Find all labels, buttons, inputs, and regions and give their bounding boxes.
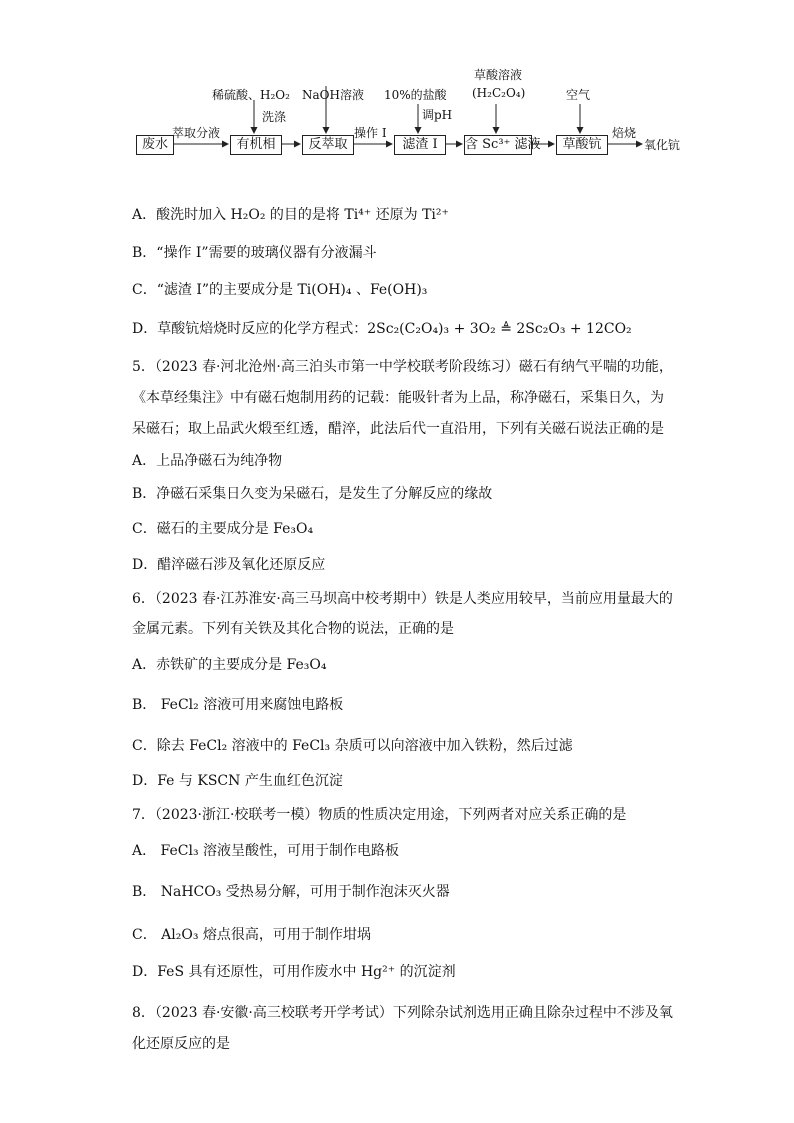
option-7a: A． FeCl₃ 溶液呈酸性，可用于制作电路板	[132, 843, 400, 859]
label-operation-1: 操作 I	[354, 126, 387, 140]
option-5c: C．磁石的主要成分是 Fe₃O₄	[132, 521, 314, 537]
label-air: 空气	[566, 88, 591, 102]
label-adjust-ph: 调pH	[422, 108, 453, 122]
label-reagent-acid: 稀硫酸、H₂O₂	[212, 88, 290, 102]
question-5-line2: 《本草经集注》中有磁石炮制用药的记载：能吸针者为上品，称净磁石，采集日久，为	[132, 390, 664, 406]
option-7b: B． NaHCO₃ 受热易分解，可用于制作泡沫灭火器	[132, 884, 450, 900]
question-7: 7．（2023·浙江·校联考一模）物质的性质决定用途，下列两者对应关系正确的是	[132, 807, 627, 823]
option-4d: D．草酸钪焙烧时反应的化学方程式：2Sc₂(C₂O₄)₃ + 3O₂ ≜ 2Sc₂O₃ + 12CO₂	[132, 321, 632, 337]
label-wash: 洗涤	[262, 110, 287, 124]
box-sc-filtrate: 含 Sc³⁺ 滤液	[464, 135, 532, 155]
question-6-line2: 金属元素。下列有关铁及其化合物的说法，正确的是	[132, 621, 454, 637]
label-reagent-oxalic-formula: (H₂C₂O₄)	[472, 86, 526, 100]
label-extraction: 萃取分液	[172, 126, 221, 140]
option-5a: A．上品净磁石为纯净物	[132, 453, 283, 469]
label-reagent-oxalic: 草酸溶液	[474, 68, 523, 82]
option-4a: A．酸洗时加入 H₂O₂ 的目的是将 Ti⁴⁺ 还原为 Ti²⁺	[132, 207, 449, 223]
box-residue-1: 滤渣 I	[394, 135, 446, 155]
question-5-line3: 呆磁石；取上品武火煅至红透，醋淬，此法后代一直沿用，下列有关磁石说法正确的是	[132, 421, 664, 437]
option-4b: B．“操作 I”需要的玻璃仪器有分液漏斗	[132, 245, 377, 261]
option-7d: D．FeS 具有还原性，可用作废水中 Hg²⁺ 的沉淀剂	[132, 964, 456, 980]
label-scandium-oxide: 氧化钪	[644, 138, 681, 152]
question-5-line1: 5．（2023 春·河北沧州·高三泊头市第一中学校联考阶段练习）磁石有纳气平喘的功能，	[132, 359, 673, 375]
option-7c: C． Al₂O₃ 熔点很高，可用于制作坩埚	[132, 927, 371, 943]
process-flowchart	[128, 66, 688, 166]
label-reagent-hcl: 10%的盐酸	[384, 88, 447, 102]
label-roasting: 焙烧	[612, 126, 637, 140]
box-back-extraction: 反萃取	[302, 135, 354, 155]
question-8-line1: 8．（2023 春·安徽·高三校联考开学考试）下列除杂试剂选用正确且除杂过程中不涉及氧	[132, 1005, 673, 1021]
option-5b: B．净磁石采集日久变为呆磁石，是发生了分解反应的缘故	[132, 486, 493, 502]
box-waste-water: 废水	[136, 135, 174, 155]
box-scandium-oxalate: 草酸钪	[556, 135, 608, 155]
option-6a: A．赤铁矿的主要成分是 Fe₃O₄	[132, 657, 327, 673]
option-5d: D．醋淬磁石涉及氧化还原反应	[132, 557, 326, 573]
question-6-line1: 6．（2023 春·江苏淮安·高三马坝高中校考期中）铁是人类应用较早，当前应用量最大的	[132, 591, 673, 607]
option-6b: B． FeCl₂ 溶液可用来腐蚀电路板	[132, 697, 344, 713]
option-6d: D．Fe 与 KSCN 产生血红色沉淀	[132, 773, 343, 789]
option-6c: C．除去 FeCl₂ 溶液中的 FeCl₃ 杂质可以向溶液中加入铁粉，然后过滤	[132, 738, 573, 754]
label-reagent-naoh: NaOH溶液	[302, 88, 364, 102]
question-8-line2: 化还原反应的是	[132, 1036, 230, 1052]
option-4c: C．“滤渣 I”的主要成分是 Ti(OH)₄ 、Fe(OH)₃	[132, 282, 428, 298]
box-organic-phase: 有机相	[230, 135, 282, 155]
